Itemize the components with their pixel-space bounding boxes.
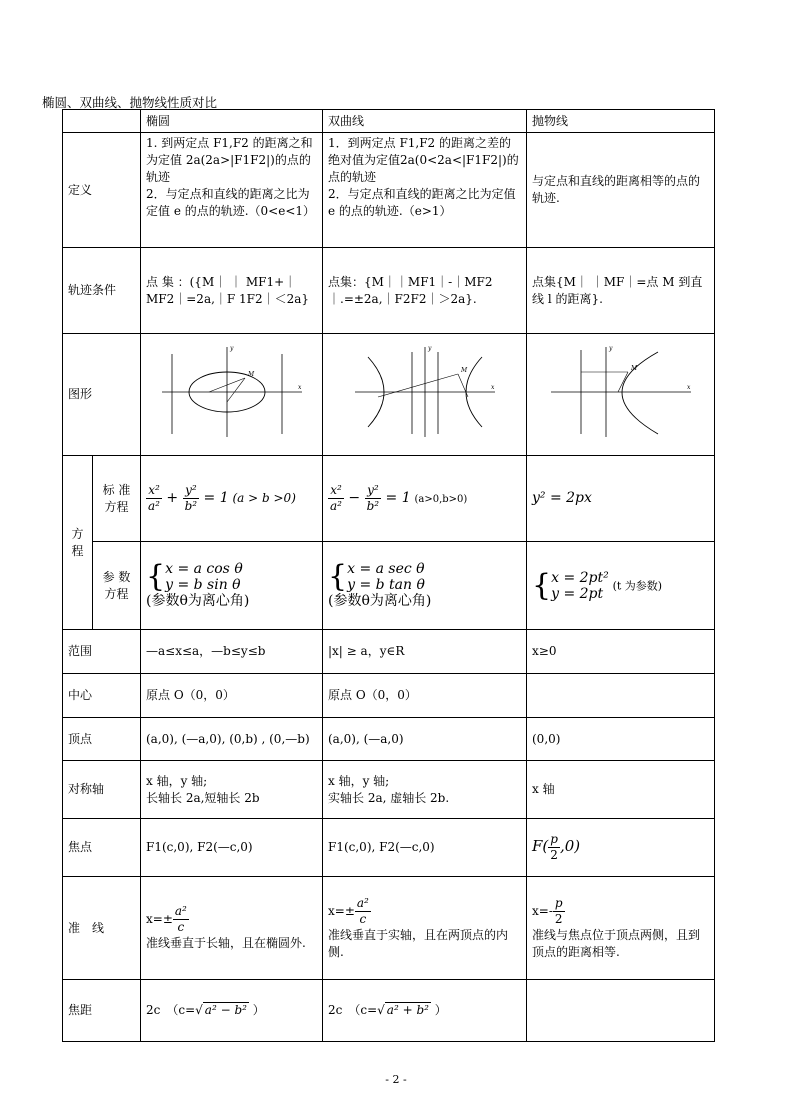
axis-hyperbola: x 轴，y 轴; 实轴长 2a, 虚轴长 2b. [323,761,527,819]
label-equation: 方程 [63,456,93,630]
row-vertex [63,718,715,761]
fdist-ellipse: 2c （c=√ a² − b² ） [141,980,323,1042]
row-focus [63,819,715,877]
svg-text:y: y [229,345,233,352]
label-definition: 定义 [63,133,141,248]
row-range [63,630,715,674]
directrix-ellipse: x=± $\frac{\text{a²}}{c}$ 准线垂直于长轴，且在椭圆外. [141,877,323,980]
header-hyperbola: 双曲线 [323,110,527,133]
def-hyperbola: 1．到两定点 F1,F2 的距离之差的绝对值为定值2a(0<2a<|F1F2|)的点的轨迹 2．与定点和直线的距离之比为定值 e 的点的轨迹.（e>1） [323,133,527,248]
row-parametric-equation [63,542,715,630]
param-hyperbola: {x = a sec θ y = b tan θ (参数θ为离心角) [323,542,527,630]
def-parabola: 与定点和直线的距离相等的点的轨迹. [527,133,715,248]
param-ellipse: {x = a cos θ y = b sin θ (参数θ为离心角) [141,542,323,630]
page-title: 椭圆、双曲线、抛物线性质对比 [42,95,218,110]
row-center [63,674,715,718]
page-number: - 2 - [385,1073,407,1086]
header-row [63,110,715,133]
focus-hyperbola: F1(c,0), F2(—c,0) [323,819,527,877]
row-condition [63,248,715,334]
directrix-hyperbola: x=± $\frac{\text{a²}}{c}$ 准线垂直于实轴，且在两顶点的内侧. [323,877,527,980]
svg-text:M: M [630,365,637,372]
param-parabola: {x = 2pt² y = 2pt (t 为参数) [527,542,715,630]
svg-text:x: x [297,384,301,391]
svg-text:y: y [608,345,612,352]
svg-text:x: x [490,384,494,391]
focus-parabola: F( $\frac{p}{2}$ ,0) [527,819,715,877]
row-axis [63,761,715,819]
cond-ellipse: 点 集 ：({M｜ ｜ MF1+｜MF2｜=2a,｜F 1F2｜＜2a} [141,248,323,334]
focus-ellipse: F1(c,0), F2(—c,0) [141,819,323,877]
range-hyperbola: |x| ≥ a，y∈R [323,630,527,674]
svg-text:y: y [427,345,431,352]
hyperbola-figure [323,334,527,456]
range-parabola: x≥0 [527,630,715,674]
center-hyperbola: 原点 O（0，0） [323,674,527,718]
label-focus: 焦点 [63,819,141,877]
svg-text:M: M [460,367,467,374]
center-ellipse: 原点 O（0，0） [141,674,323,718]
row-standard-equation [63,456,715,542]
ellipse-figure [141,334,323,456]
range-ellipse: —a≤x≤a，—b≤y≤b [141,630,323,674]
label-condition: 轨迹条件 [63,248,141,334]
row-directrix [63,877,715,980]
header-ellipse: 椭圆 [141,110,323,133]
cond-hyperbola: 点集：{M｜｜MF1｜-｜MF2｜.=±2a,｜F2F2｜＞2a}. [323,248,527,334]
cond-parabola: 点集{M｜ ｜MF｜=点 M 到直线 l 的距离}. [527,248,715,334]
parabola-figure [527,334,715,456]
fdist-parabola [527,980,715,1042]
axis-ellipse: x 轴，y 轴; 长轴长 2a,短轴长 2b [141,761,323,819]
svg-text:x: x [686,384,690,391]
header-parabola: 抛物线 [527,110,715,133]
svg-text:M: M [247,371,254,378]
directrix-parabola: x=- $\frac{p}{2}$ 准线与焦点位于顶点两侧，且到顶点的距离相等. [527,877,715,980]
label-center: 中心 [63,674,141,718]
row-definition [63,133,715,248]
std-parabola: y² = 2px [527,456,715,542]
comparison-table [62,109,715,1042]
row-focal-distance [63,980,715,1042]
label-focal-distance: 焦距 [63,980,141,1042]
vertex-ellipse: (a,0), (—a,0), (0,b) , (0,—b) [141,718,323,761]
center-parabola [527,674,715,718]
vertex-parabola: (0,0) [527,718,715,761]
std-ellipse: $\frac{\text{x²}}{\text{a²}}$ + $\frac{\text{y²}}{\text{b²}}$ = 1 (a > b >0) [141,456,323,542]
fdist-hyperbola: 2c （c=√ a² + b² ） [323,980,527,1042]
label-vertex: 顶点 [63,718,141,761]
def-ellipse: 1. 到两定点 F1,F2 的距离之和为定值 2a(2a>|F1F2|)的点的轨迹 2．与定点和直线的距离之比为定值 e 的点的轨迹.（0<e<1） [141,133,323,248]
label-figure: 图形 [63,334,141,456]
label-axis: 对称轴 [63,761,141,819]
header-blank [63,110,141,133]
axis-parabola: x 轴 [527,761,715,819]
label-range: 范围 [63,630,141,674]
vertex-hyperbola: (a,0), (—a,0) [323,718,527,761]
std-hyperbola: $\frac{\text{x²}}{\text{a²}}$ − $\frac{\text{y²}}{\text{b²}}$ = 1 (a>0,b>0) [323,456,527,542]
label-standard: 标 准 方程 [93,456,141,542]
row-figure [63,334,715,456]
label-parametric: 参 数 方程 [93,542,141,630]
label-directrix: 准 线 [63,877,141,980]
